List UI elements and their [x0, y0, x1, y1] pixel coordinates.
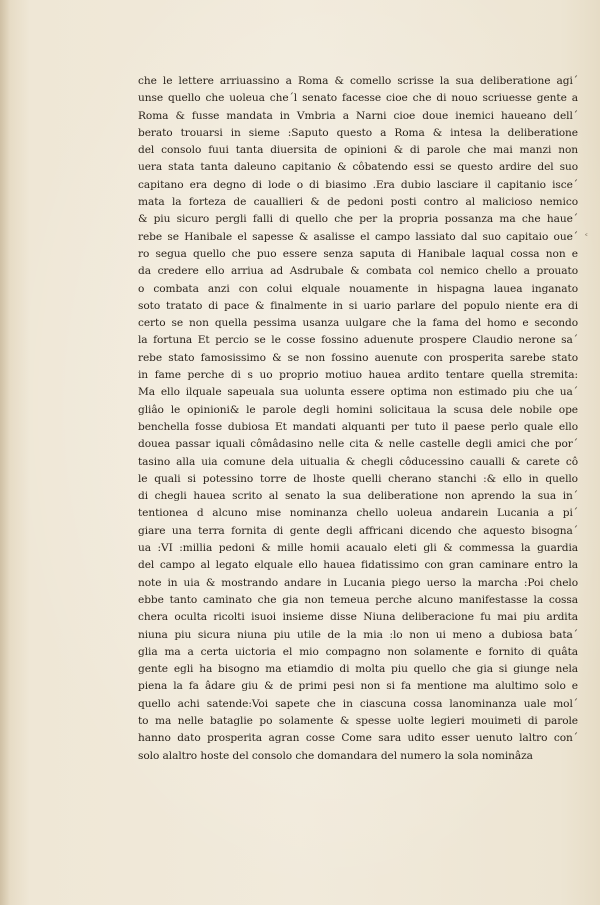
text-line: berato trouarsi in sieme :Saputo questo a Roma & intesa la deliberatione	[138, 126, 578, 139]
text-line: o combata anzi con colui elquale nouamente in hispagna lauea inganato	[138, 282, 578, 295]
text-line: capitano era degno di lode o di biasimo .Era dubio lasciare il capitanio isce´	[138, 178, 578, 191]
text-line: in fame perche di s uo proprio motiuo hauea ardito tentare quella stremita:	[138, 369, 578, 382]
text-line: Ma ello ilquale sapeuala sua uolunta essere optima non estimado piu che ua´	[138, 386, 578, 399]
text-line: hanno dato prosperita agran cosse Come sara udito esser uenuto laltro con´	[138, 732, 578, 745]
text-line: gliâo le opinioni& le parole degli homini solicitaua la scusa dele nobile ope	[138, 403, 578, 416]
text-line: to ma nelle bataglie po solamente & spesse uolte legieri mouimeti di parole	[138, 714, 578, 727]
text-line: la fortuna Et percio se le cosse fossino aduenute prospere Claudio nerone sa´	[138, 334, 578, 347]
text-line: rebe stato famosissimo & se non fossino auenute con prosperita sarebe stato	[138, 351, 578, 364]
text-line: ro segua quello che puo essere senza saputa di Hanibale laqual cossa non e	[138, 247, 578, 260]
margin-mark: ˂	[584, 234, 589, 244]
text-line: ebbe tanto caminato che gia non temeua perche alcuno manifestasse la cossa	[138, 593, 578, 606]
text-line: da credere ello arriua ad Asdrubale & combata col nemico chello a prouato	[138, 265, 578, 278]
text-line: rebe se Hanibale el sapesse & asalisse el campo lassiato dal suo capitaio oue´	[138, 230, 578, 243]
text-line: quello achi satende:Voi sapete che in ciascuna cossa lanominanza uale mol´	[138, 697, 578, 710]
text-line: del consolo fuui tanta diuersita de opinioni & di parole che mai manzi non	[138, 144, 578, 157]
text-line: niuna piu sicura niuna piu utile de la mia :lo non ui meno a dubiosa bata´	[138, 628, 578, 641]
text-line: note in uia & mostrando andare in Lucania piego uerso la marcha :Poi chelo	[138, 576, 578, 589]
text-line: gente egli ha bisogno ma etiamdio di molta piu quello che gia si giunge nela	[138, 663, 578, 676]
text-line: piena la fa âdare giu & de primi pesi non si fa mentione ma alultimo solo e	[138, 680, 578, 693]
text-line: uera stata tanta daleuno capitanio & côbatendo essi se questo ardire del suo	[138, 161, 578, 174]
text-line: & piu sicuro pergli falli di quello che per la propria possanza ma che haue´	[138, 213, 578, 226]
text-line: del campo al legato elquale ello hauea fidatissimo con gran caminare entro la	[138, 559, 578, 572]
text-line: le quali si potessino torre de lhoste quelli cherano stanchi :& ello in quello	[138, 472, 578, 485]
text-line: certo se non quella pessima usanza uulgare che la fama del homo e secondo	[138, 317, 578, 330]
text-line: ua :VI :millia pedoni & mille homii acaualo eleti gli & commessa la guardia	[138, 542, 578, 555]
text-line: unse quello che uoleua che´l senato facesse cioe che di nouo scriuesse gente a	[138, 92, 578, 105]
text-line: tentionea d alcuno mise nominanza chello uoleua andarein Lucania a pi´	[138, 507, 578, 520]
text-line: mata la forteza de cauallieri & de pedoni posti contro al malicioso nemico	[138, 196, 578, 209]
text-line: che le lettere arriuassino a Roma & comello scrisse la sua deliberatione agi´	[138, 75, 578, 87]
text-line: di chegli hauea scrito al senato la sua deliberatione non aprendo la sua in´	[138, 490, 578, 503]
gutter-shadow	[0, 0, 10, 905]
text-column	[138, 73, 578, 765]
text-line: glia ma a certa uictoria el mio compagno non solamente e fornito di quâta	[138, 645, 578, 658]
text-line: chera oculta ricolti isuoi insieme disse Niuna deliberacione fu mai piu ardita	[138, 611, 578, 624]
text-line: tasino alla uia comune dela uitualia & chegli côducessino caualli & carete cô	[138, 455, 578, 468]
text-line: benchella fosse dubiosa Et mandati alquanti per tuto il paese perlo quale ello	[138, 420, 578, 433]
text-line: giare una terra fornita di gente degli affricani dicendo che aquesto bisogna´	[138, 524, 578, 537]
text-line: Roma & fusse mandata in Vmbria a Narni cioe doue inemici haueano dell´	[138, 109, 578, 122]
text-line: douea passar iquali cômâdasino nelle cita & nelle castelle degli amici che por´	[138, 438, 578, 451]
text-line: soto tratato di pace & finalmente in si uario parlare del populo niente era di	[138, 299, 578, 312]
text-line: solo alaltro hoste del consolo che domandara del numero la sola nominâza	[138, 749, 533, 762]
